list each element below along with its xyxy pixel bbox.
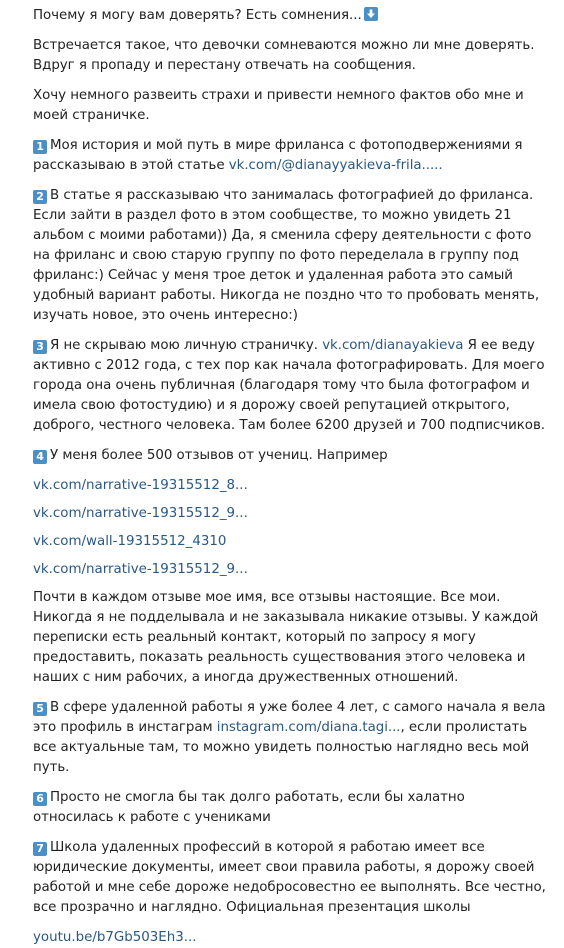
paragraph-reviews: Почти в каждом отзыве мое имя, все отзывы настоящие. Все мои. Никогда я не подделывала и не заказывала никакие отзывы. У каждой переписки есть реальный контакт, который по запросу я могу предоставить, показать реальность существования этого человека и наших с ним рабочих, а иногда дружественных отношений.	[33, 590, 539, 685]
number-4-icon: 4	[33, 450, 47, 464]
point-3-text-after: Я ее веду активно с 2012 года, с тех пор как начала фотографировать. Для моего города она очень публичная (благодаря тому что была фотографом и имела свою фотостудию) и я дорожу своей репутацией открытого, доброго, честного человека. Там более 6200 друзей и 700 подписчиков.	[33, 338, 545, 433]
presentation-link[interactable]: youtu.be/b7Gb503Eh3...	[33, 930, 197, 945]
paragraph-point-3	[33, 336, 546, 436]
number-3-icon: 3	[33, 340, 47, 354]
number-5-icon: 5	[33, 702, 47, 716]
paragraph-facts: Хочу немного развеить страхи и привести немного фактов обо мне и моей страничке.	[33, 88, 524, 123]
paragraph-point-2	[33, 186, 546, 326]
point-5-text-after: , если пролистать все актуальные там, то можно увидеть полностью наглядно весь мой путь.	[33, 720, 530, 775]
number-6-icon: 6	[33, 792, 47, 806]
paragraph-point-4	[33, 446, 546, 466]
number-2-icon: 2	[33, 190, 47, 204]
paragraph-point-6	[33, 788, 546, 828]
arrow-down-icon	[364, 7, 378, 21]
paragraph-point-7	[33, 838, 546, 918]
review-link-line-4	[33, 560, 546, 580]
point-5-text-before: В сфере удаленной работы я уже более 4 лет, с самого начала я вела это профиль в инстаграм	[33, 700, 546, 735]
paragraph-point-5	[33, 698, 546, 778]
point-6-text: Просто не смогла бы так долго работать, если бы халатно относилась к работе с учениками	[33, 790, 465, 825]
review-link-line-2	[33, 504, 546, 524]
paragraph-intro: Встречается такое, что девочки сомневаются можно ли мне доверять. Вдруг я пропаду и перестану отвечать на сообщения.	[33, 38, 535, 73]
personal-page-link[interactable]: vk.com/dianayakieva	[322, 338, 464, 353]
post-heading	[33, 6, 546, 26]
review-link-4[interactable]: vk.com/narrative-19315512_9...	[33, 562, 248, 577]
post-heading-text: Почему я могу вам доверять? Есть сомнения...	[33, 8, 362, 23]
presentation-link-line	[33, 928, 546, 948]
review-link-line-1	[33, 476, 546, 496]
review-link-3[interactable]: vk.com/wall-19315512_4310	[33, 534, 227, 549]
number-7-icon: 7	[33, 842, 47, 856]
point-2-text: В статье я рассказываю что занималась фотографией до фриланса. Если зайти в раздел фото в этом сообществе, то можно увидеть 21 альбом с моими работами)) Да, я сменила сферу деятельности с фото на фриланс и свою старую группу по фото переделала в группу под фриланс:) Сейчас у меня трое деток и удаленная работа это самый удобный вариант работы. Никогда не поздно что то пробовать менять, изучать новое, это очень интересно:)	[33, 188, 540, 323]
review-link-2[interactable]: vk.com/narrative-19315512_9...	[33, 506, 248, 521]
point-1-text: Моя история и мой путь в мире фриланса с фотоподвержениями я рассказываю в этой статье	[33, 138, 523, 173]
review-link-line-3	[33, 532, 546, 552]
paragraph-point-1	[33, 136, 546, 176]
article-link[interactable]: vk.com/@dianayyakieva-frila.....	[228, 158, 443, 173]
instagram-link[interactable]: instagram.com/diana.tagi...	[216, 720, 401, 735]
point-7-text: Школа удаленных профессий в которой я работаю имеет все юридические документы, имеет свои правила работы, я дорожу своей работой и мне себе дороже недобросовестно ее выполнять. Все честно, все прозрачно и наглядно. Официальная презентация школы	[33, 840, 546, 915]
point-4-text: У меня более 500 отзывов от учениц. Например	[50, 448, 388, 463]
review-link-1[interactable]: vk.com/narrative-19315512_8...	[33, 478, 248, 493]
point-3-text-before: Я не скрываю мою личную страничку.	[50, 338, 323, 353]
number-1-icon: 1	[33, 140, 47, 154]
